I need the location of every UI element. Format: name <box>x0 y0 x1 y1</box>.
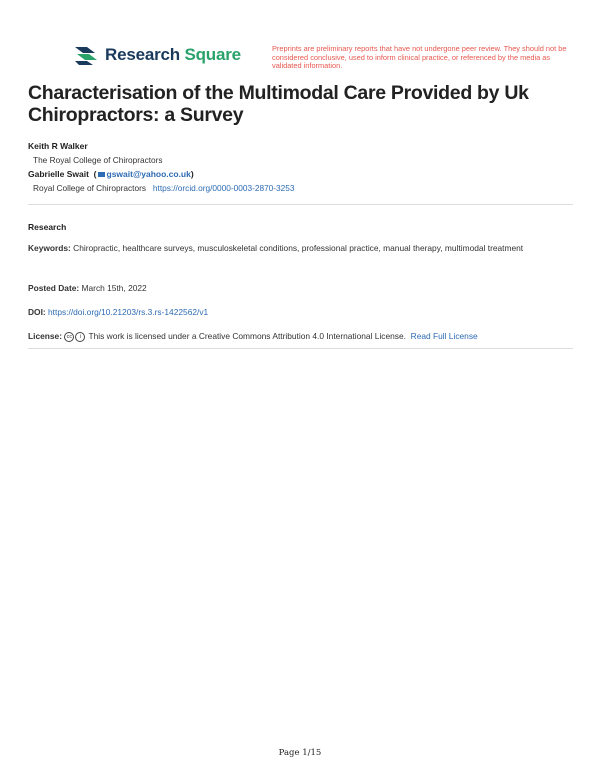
license-text: This work is licensed under a Creative Commons Attribution 4.0 International License. <box>88 331 406 341</box>
posted-value: March 15th, 2022 <box>81 283 147 293</box>
author-name: Gabrielle Swait <box>28 169 89 179</box>
author-email-link[interactable]: gswait@yahoo.co.uk <box>106 169 191 179</box>
license-label: License: <box>28 331 62 341</box>
paper-title: Characterisation of the Multimodal Care Provided by Uk Chiropractors: a Survey <box>28 82 529 126</box>
divider <box>28 348 573 349</box>
author-line: Gabrielle Swait ( gswait@yahoo.co.uk) <box>28 169 194 179</box>
logo-text: Research Square <box>105 45 241 64</box>
license <box>28 331 568 342</box>
author-affiliation-line <box>33 183 295 193</box>
preprint-disclaimer: Preprints are preliminary reports that have not undergone peer review. They should not be considered conclusive, used to inform clinical practice, or referenced by the media as validated information. <box>272 44 567 71</box>
read-full-license-link[interactable]: Read Full License <box>410 331 478 341</box>
cc-icon: cc <box>64 332 74 342</box>
posted-date <box>28 283 568 294</box>
posted-label: Posted Date: <box>28 283 80 293</box>
research-square-logo[interactable] <box>73 44 241 66</box>
attribution-icon: i <box>75 332 85 342</box>
author-affiliation: Royal College of Chiropractors <box>33 183 146 193</box>
envelope-icon <box>98 172 105 177</box>
divider <box>28 204 573 205</box>
article-type: Research <box>28 222 67 232</box>
keywords <box>28 243 568 254</box>
logo-mark-icon <box>73 44 99 66</box>
author-name: Keith R Walker <box>28 141 88 151</box>
author-affiliation: The Royal College of Chiropractors <box>33 155 163 165</box>
orcid-link[interactable]: https://orcid.org/0000-0003-2870-3253 <box>152 183 295 193</box>
doi-link[interactable]: https://doi.org/10.21203/rs.3.rs-1422562/v1 <box>48 307 209 317</box>
page-number: Page 1/15 <box>278 748 322 758</box>
doi-label: DOI: <box>28 307 46 317</box>
keywords-label: Keywords: <box>28 243 71 253</box>
doi <box>28 307 568 318</box>
keywords-value: Chiropractic, healthcare surveys, musculoskeletal conditions, professional practice, manual therapy, multimodal treatment <box>73 243 524 253</box>
